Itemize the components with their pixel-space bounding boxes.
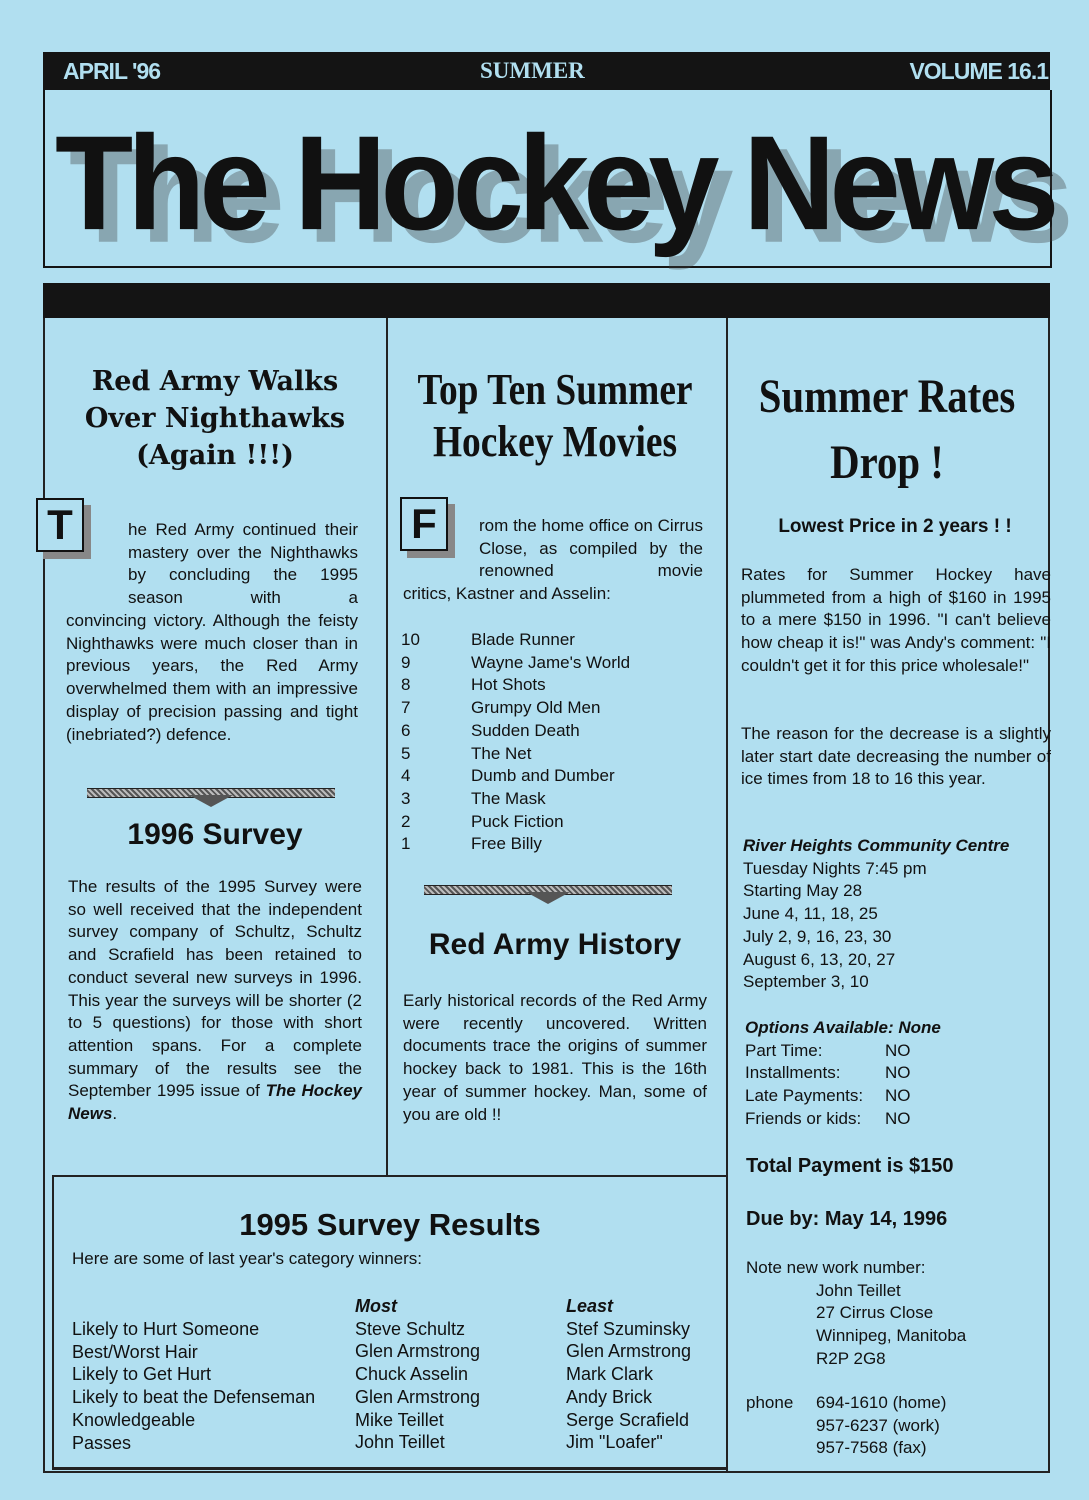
publication-name: The Hockey News [68,1081,362,1124]
option-label: Part Time: [745,1040,823,1060]
movie-title: Blade Runner [471,630,575,649]
winner: Stef Szuminsky [566,1318,691,1339]
column-rule [43,318,45,1473]
list-item [401,765,630,788]
list-item [401,811,630,834]
category: Knowledgeable [72,1409,196,1430]
option-row [745,1040,941,1063]
option-row [745,1108,941,1131]
phone-number: 957-6237 (work) [816,1415,940,1435]
survey-results-box [52,1175,728,1470]
movie-title: Sudden Death [471,720,580,740]
option-value: NO [885,1086,911,1106]
options [745,1017,941,1131]
note: Note new work number: [746,1258,926,1277]
contact [746,1257,966,1371]
left-headline [50,363,380,474]
option-value: NO [885,1040,911,1060]
drop-cap: F [400,497,448,551]
phones [746,1392,946,1460]
option-label: Installments: [745,1063,841,1083]
winner: Mark Clark [566,1364,654,1385]
total-payment: Total Payment is $150 [746,1155,954,1177]
title-box [43,90,1052,268]
list-item [401,629,630,652]
winner: Jim "Loafer" [566,1432,663,1453]
column-header: Most [355,1296,397,1316]
issue-volume: VOLUME 16.1 [909,58,1048,84]
headline-line: Top Ten Summer [417,365,693,414]
movie-title: Dumb and Dumber [471,766,615,786]
schedule-line: Starting May 28 [743,881,863,901]
movie-title: Puck Fiction [471,811,564,831]
survey-text [68,876,362,1126]
schedule-line: August 6, 13, 20, 27 [743,949,896,969]
headline-line: Drop ! [830,436,944,489]
schedule [743,835,1009,994]
option-value: NO [885,1063,911,1083]
movie-title: Hot Shots [471,675,546,695]
winner: Glen Armstrong [355,1386,481,1407]
masthead-bar [43,52,1050,90]
option-label: Friends or kids: [745,1108,862,1128]
category-column [72,1318,315,1454]
address-line: 27 Cirrus Close [816,1303,934,1323]
survey-intro: Here are some of last year's category winners: [72,1249,423,1268]
list-item [401,720,630,743]
movie-list [401,629,630,856]
schedule-line: Tuesday Nights 7:45 pm [743,858,927,878]
rank: 3 [401,788,411,808]
issue-season: SUMMER [480,58,585,83]
phone-label: phone [746,1393,794,1412]
rank: 9 [401,652,411,672]
movie-title: The Net [471,743,532,763]
winner: Serge Scrafield [566,1409,690,1430]
options-title: Options Available: None [745,1018,941,1037]
option-row [745,1085,941,1108]
winner: Andy Brick [566,1386,653,1407]
survey-body: The results of the 1995 Survey were so well received that the independent survey company of Schultz, Schultz and Scrafield has been retained to conduct several new surveys in 1996. This year the surveys will be shorter (2 to 5 questions) for those with short attention spans. For a complete summary of the results see the September 1995 issue of [68,877,362,1101]
address-line: R2P 2G8 [816,1348,886,1368]
schedule-line: June 4, 11, 18, 25 [743,904,878,924]
category: Passes [72,1432,132,1453]
option-label: Late Payments: [745,1086,864,1106]
list-item [401,833,630,856]
least-column [566,1295,691,1454]
list-item [401,788,630,811]
schedule-line: September 3, 10 [743,972,869,992]
winner: Steve Schultz [355,1318,466,1339]
newsletter-title: The Hockey News [55,108,1054,259]
issue-date: APRIL '96 [63,58,161,84]
headline-line: Over Nighthawks [84,403,346,434]
winner: John Teillet [355,1432,445,1453]
drop-cap: T [36,498,84,552]
rank: 10 [401,630,420,649]
middle-headline [406,364,704,468]
movie-title: Grumpy Old Men [471,698,601,718]
survey-title: 1995 Survey Results [239,1207,541,1242]
divider-bar [43,283,1050,318]
list-item [401,697,630,720]
category: Best/Worst Hair [72,1341,198,1362]
winner: Glen Armstrong [355,1341,481,1362]
rank: 6 [401,720,411,740]
most-column [355,1295,480,1454]
intro-text: rom the home office on Cirrus Close, as compiled by the renowned movie [479,516,703,581]
phone-number: 957-7568 (fax) [816,1438,927,1458]
article-text: convincing victory. Although the feisty Nighthawks were much closer than in previous years, the Red Army overwhelmed them with an impressive display of precision passing and tight (inebriated?) defence. [66,611,358,744]
address-line: John Teillet [816,1280,901,1300]
article-text: he Red Army continued their mastery over the Nighthawks by concluding the 1995 season with a [128,520,358,608]
headline-line: Hockey Movies [432,417,678,466]
category: Likely to Get Hurt [72,1364,212,1385]
separator-ornament [424,885,672,895]
phone-number: 694-1610 (home) [816,1393,947,1412]
section-title: 1996 Survey [127,818,303,851]
separator-ornament [87,788,335,798]
right-headline [747,364,1028,496]
option-row [745,1062,941,1085]
address-line: Winnipeg, Manitoba [816,1326,967,1346]
punct: . [112,1104,118,1124]
rank: 8 [401,675,411,695]
headline-line: Summer Rates [758,370,1016,423]
category: Likely to Hurt Someone [72,1319,260,1339]
category: Likely to beat the Defenseman [72,1387,316,1408]
rank: 5 [401,743,411,763]
rank: 7 [401,698,411,718]
headline-line: Red Army Walks [91,366,339,397]
list-item [401,674,630,697]
movie-title: The Mask [471,788,546,808]
rank: 2 [401,811,411,831]
venue: River Heights Community Centre [743,836,1010,855]
column-header: Least [566,1296,614,1316]
intro-text: critics, Kastner and Asselin: [403,584,611,603]
due-date: Due by: May 14, 1996 [746,1208,948,1230]
headline-line: (Again !!!) [136,440,294,471]
winner: Mike Teillet [355,1409,444,1430]
column-rule [1048,318,1050,1473]
history-text: Early historical records of the Red Army were recently uncovered. Written documents trace the origins of summer hockey back to 1981. This is the 16th year of summer hockey. Man, some of you are old !! [403,991,707,1124]
rates-text: The reason for the decrease is a slightly later start date decreasing the number of ice times from 18 to 16 this year. [741,724,1051,789]
column-rule [386,318,388,1175]
rank: 1 [401,834,411,854]
rank: 4 [401,766,411,786]
movie-title: Free Billy [471,834,542,854]
section-title: Red Army History [428,928,682,961]
option-value: NO [885,1108,911,1128]
movie-title: Wayne Jame's World [471,652,631,672]
winner: Glen Armstrong [566,1341,692,1362]
list-item [401,652,630,675]
schedule-line: July 2, 9, 16, 23, 30 [743,926,892,946]
list-item [401,743,630,766]
rates-text: Rates for Summer Hockey have plummeted from a high of $160 in 1995 to a mere $150 in 1996. "I can't believe how cheap it is!" was Andy's comment: "I couldn't get it for this price wholesale!" [741,565,1051,675]
bottom-rule [43,1471,1050,1473]
subheading: Lowest Price in 2 years ! ! [778,516,1012,537]
winner: Chuck Asselin [355,1364,469,1385]
